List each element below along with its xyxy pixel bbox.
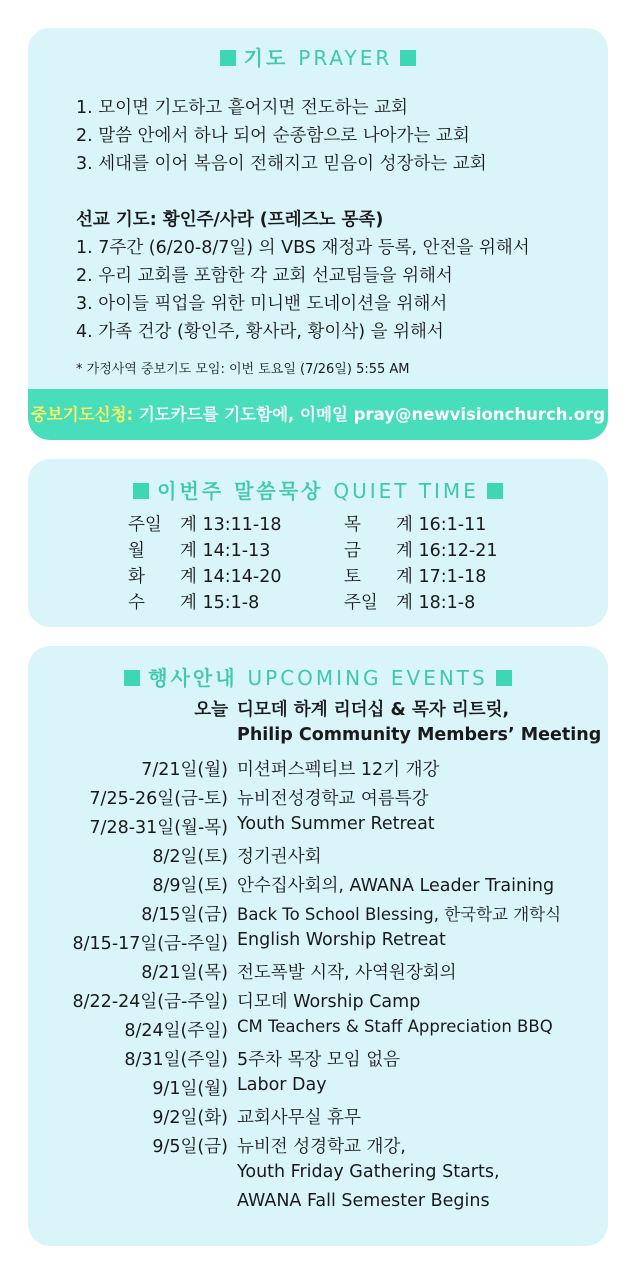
qt-reference: 계 16:1-11 <box>396 515 487 535</box>
prayer-request-label: 중보기도신청: <box>30 405 134 424</box>
event-date: 8/22-24일(금-주일) <box>72 992 228 1012</box>
events-card <box>28 646 608 1246</box>
event-text: 뉴비전 성경학교 개강, <box>237 1137 406 1157</box>
event-date: 8/2일(토) <box>152 847 228 867</box>
event-text: 안수집사회의, AWANA Leader Training <box>237 876 555 896</box>
prayer-card <box>28 28 608 440</box>
events-title <box>28 662 608 691</box>
event-date: 7/25-26일(금-토) <box>89 789 228 809</box>
event-text: AWANA Fall Semester Begins <box>237 1191 490 1211</box>
prayer-title-en: PRAYER <box>298 46 393 70</box>
event-date: 7/21일(월) <box>141 760 228 780</box>
event-text: 5주차 목장 모임 없음 <box>237 1050 401 1070</box>
event-date: 8/15-17일(금-주일) <box>72 934 228 954</box>
qt-day: 월 <box>128 541 145 561</box>
square-bullet-icon <box>400 50 416 66</box>
square-bullet-icon <box>124 670 140 686</box>
event-date: 8/21일(목) <box>141 963 228 983</box>
event-text: 정기권사회 <box>237 847 322 867</box>
prayer-meeting-note: * 가정사역 중보기도 모임: 이번 토요일 (7/26일) 5:55 AM <box>76 362 410 377</box>
event-text: Labor Day <box>237 1075 327 1095</box>
qt-reference: 계 16:12-21 <box>396 541 498 561</box>
prayer-title-ko: 기도 <box>243 46 289 70</box>
quiet-time-card <box>28 459 608 627</box>
prayer-item: 2. 말씀 안에서 하나 되어 순종함으로 나아가는 교회 <box>76 126 470 146</box>
events-title-en: UPCOMING EVENTS <box>247 666 488 690</box>
event-text: Youth Friday Gathering Starts, <box>237 1162 500 1182</box>
event-text: 미션퍼스펙티브 12기 개강 <box>237 760 440 780</box>
event-text: Youth Summer Retreat <box>237 814 435 834</box>
square-bullet-icon <box>220 50 236 66</box>
event-text: 디모데 하계 리더십 & 목자 리트릿, <box>237 700 510 720</box>
quiet-time-title-ko: 이번주 말씀묵상 <box>157 479 324 503</box>
prayer-item: 3. 세대를 이어 복음이 전해지고 믿음이 성장하는 교회 <box>76 154 487 174</box>
qt-day: 수 <box>128 593 145 613</box>
event-text: 전도폭발 시작, 사역원장회의 <box>237 963 457 983</box>
event-date: 8/9일(토) <box>152 876 228 896</box>
mission-item: 3. 아이들 픽업을 위한 미니밴 도네이션을 위해서 <box>76 294 448 314</box>
event-date: 8/31일(주일) <box>124 1050 228 1070</box>
prayer-item: 1. 모이면 기도하고 흩어지면 전도하는 교회 <box>76 98 408 118</box>
event-date: 7/28-31일(월-목) <box>89 818 228 838</box>
event-text: CM Teachers & Staff Appreciation BBQ <box>237 1017 553 1036</box>
qt-day: 화 <box>128 567 145 587</box>
square-bullet-icon <box>133 483 149 499</box>
event-date: 8/24일(주일) <box>124 1021 228 1041</box>
event-text: 교회사무실 휴무 <box>237 1108 361 1128</box>
qt-reference: 계 14:1-13 <box>180 541 271 561</box>
qt-reference: 계 18:1-8 <box>396 593 476 613</box>
qt-day: 토 <box>344 567 361 587</box>
prayer-request-text: 기도카드를 기도함에, 이메일 pray@newvisionchurch.org <box>133 405 606 424</box>
event-date: 9/2일(화) <box>152 1108 228 1128</box>
qt-reference: 계 13:11-18 <box>180 515 282 535</box>
event-text: Philip Community Members’ Meeting <box>237 725 602 745</box>
quiet-time-title <box>28 475 608 504</box>
square-bullet-icon <box>487 483 503 499</box>
qt-reference: 계 15:1-8 <box>180 593 260 613</box>
event-date: 9/1일(월) <box>152 1079 228 1099</box>
event-text: 디모데 Worship Camp <box>237 992 421 1012</box>
event-text: English Worship Retreat <box>237 930 446 950</box>
qt-day: 주일 <box>128 515 162 535</box>
qt-day: 주일 <box>344 593 378 613</box>
event-date: 9/5일(금) <box>152 1137 228 1157</box>
qt-day: 금 <box>344 541 361 561</box>
mission-item: 1. 7주간 (6/20-8/7일) 의 VBS 재정과 등록, 안전을 위해서 <box>76 238 530 258</box>
mission-item: 4. 가족 건강 (황인주, 황사라, 황이삭) 을 위해서 <box>76 322 444 342</box>
prayer-title <box>28 42 608 71</box>
event-text: Back To School Blessing, 한국학교 개학식 <box>237 905 562 924</box>
qt-day: 목 <box>344 515 361 535</box>
event-text: 뉴비전성경학교 여름특강 <box>237 789 429 809</box>
square-bullet-icon <box>496 670 512 686</box>
qt-reference: 계 17:1-18 <box>396 567 487 587</box>
event-date: 8/15일(금) <box>141 905 228 925</box>
events-title-ko: 행사안내 <box>148 666 238 690</box>
qt-reference: 계 14:14-20 <box>180 567 282 587</box>
quiet-time-title-en: QUIET TIME <box>333 479 479 503</box>
mission-item: 2. 우리 교회를 포함한 각 교회 선교팀들을 위해서 <box>76 266 453 286</box>
mission-heading: 선교 기도: 황인주/사라 (프레즈노 몽족) <box>76 210 384 230</box>
event-date: 오늘 <box>194 700 228 720</box>
prayer-request-bar <box>28 389 608 440</box>
